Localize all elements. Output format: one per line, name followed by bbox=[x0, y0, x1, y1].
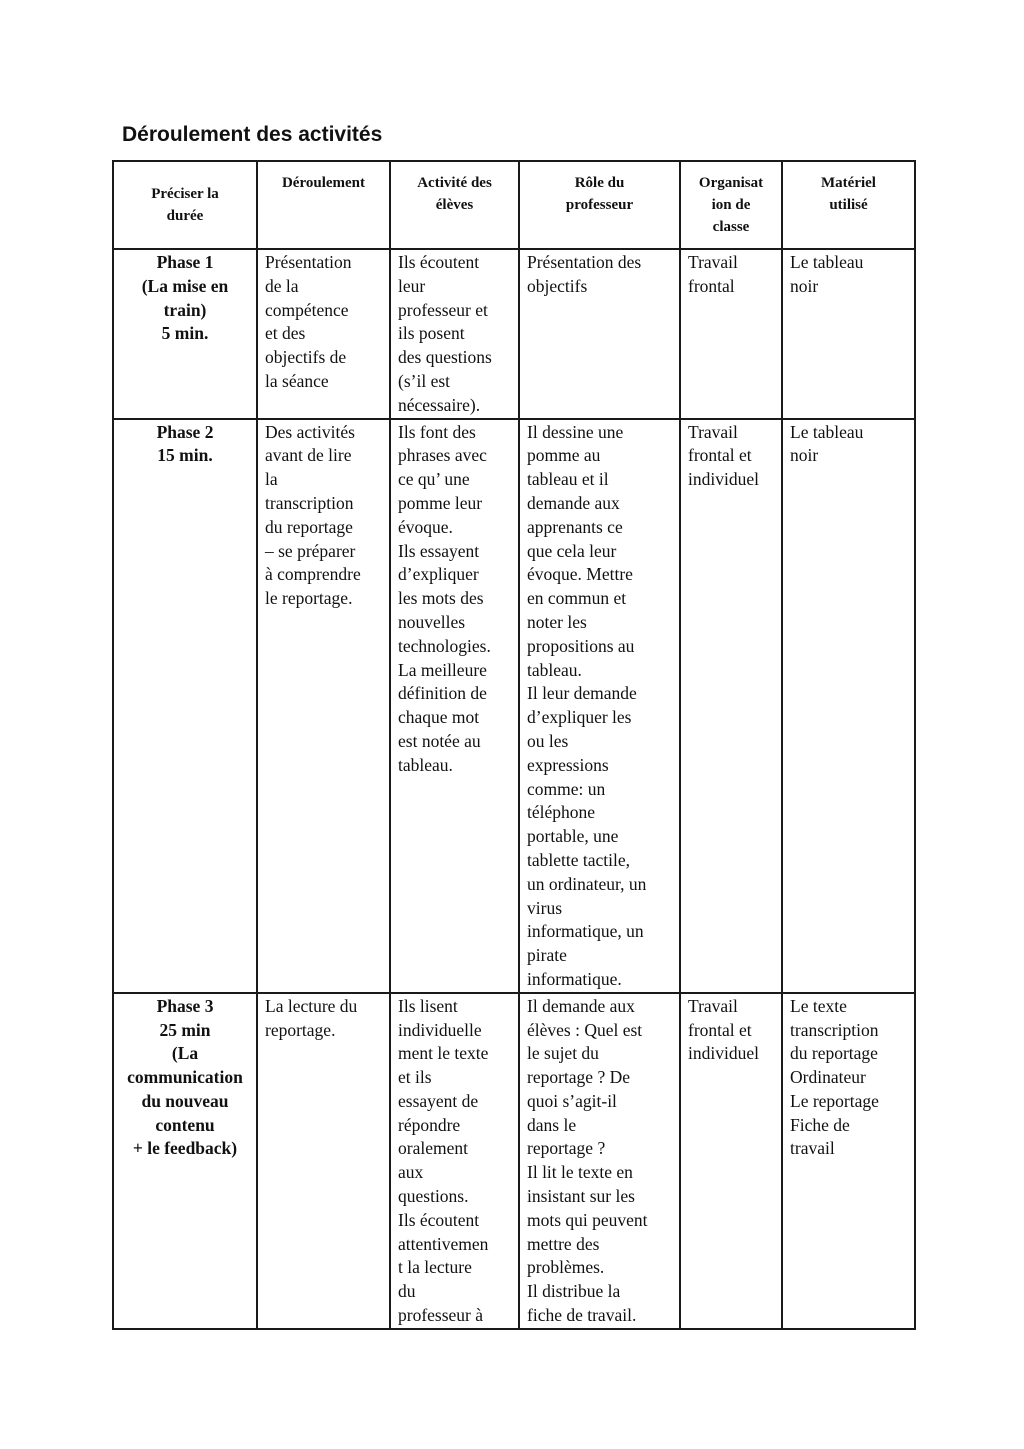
materials-cell: Le texte transcription du reportage Ordinateur Le reportage Fiche de travail bbox=[782, 993, 915, 1329]
table-row bbox=[113, 249, 915, 419]
page-title: Déroulement des activités bbox=[122, 123, 383, 146]
student-activity-cell: Ils font des phrases avec ce qu’ une pomme leur évoque. Ils essayent d’expliquer les mots des nouvelles technologies. La meilleure définition de chaque mot est notée au tableau. bbox=[390, 419, 519, 993]
class-organization-cell: Travail frontal bbox=[680, 249, 782, 419]
header-teacher-role: Rôle du professeur bbox=[519, 161, 680, 249]
phase-cell: Phase 1 (La mise en train) 5 min. bbox=[113, 249, 257, 419]
materials-cell: Le tableau noir bbox=[782, 249, 915, 419]
steps-cell: La lecture du reportage. bbox=[257, 993, 390, 1329]
phase-cell: Phase 2 15 min. bbox=[113, 419, 257, 993]
student-activity-cell: Ils écoutent leur professeur et ils posent des questions (s’il est nécessaire). bbox=[390, 249, 519, 419]
steps-cell: Des activités avant de lire la transcription du reportage – se préparer à comprendre le reportage. bbox=[257, 419, 390, 993]
materials-cell: Le tableau noir bbox=[782, 419, 915, 993]
teacher-role-cell: Il demande aux élèves : Quel est le sujet du reportage ? De quoi s’agit-il dans le reportage ? Il lit le texte en insistant sur les mots qui peuvent mettre des problèmes. Il distribue la fiche de travail. bbox=[519, 993, 680, 1329]
class-organization-cell: Travail frontal et individuel bbox=[680, 993, 782, 1329]
header-class-organization: Organisat ion de classe bbox=[680, 161, 782, 249]
table-row bbox=[113, 993, 915, 1329]
header-student-activity: Activité des élèves bbox=[390, 161, 519, 249]
header-duration: Préciser la durée bbox=[113, 161, 257, 249]
header-materials: Matériel utilisé bbox=[782, 161, 915, 249]
header-steps: Déroulement bbox=[257, 161, 390, 249]
teacher-role-cell: Présentation des objectifs bbox=[519, 249, 680, 419]
activities-table bbox=[112, 160, 916, 1330]
teacher-role-cell: Il dessine une pomme au tableau et il demande aux apprenants ce que cela leur évoque. Mettre en commun et noter les propositions au tableau. Il leur demande d’expliquer les ou les expressions comme: un téléphone portable, une tablette tactile, un ordinateur, un virus informatique, un pirate informatique. bbox=[519, 419, 680, 993]
steps-cell: Présentation de la compétence et des objectifs de la séance bbox=[257, 249, 390, 419]
class-organization-cell: Travail frontal et individuel bbox=[680, 419, 782, 993]
table-row bbox=[113, 419, 915, 993]
student-activity-cell: Ils lisent individuelle ment le texte et ils essayent de répondre oralement aux questions. Ils écoutent attentivemen t la lecture du professeur à bbox=[390, 993, 519, 1329]
table-header-row bbox=[113, 161, 915, 249]
phase-cell: Phase 3 25 min (La communication du nouveau contenu + le feedback) bbox=[113, 993, 257, 1329]
